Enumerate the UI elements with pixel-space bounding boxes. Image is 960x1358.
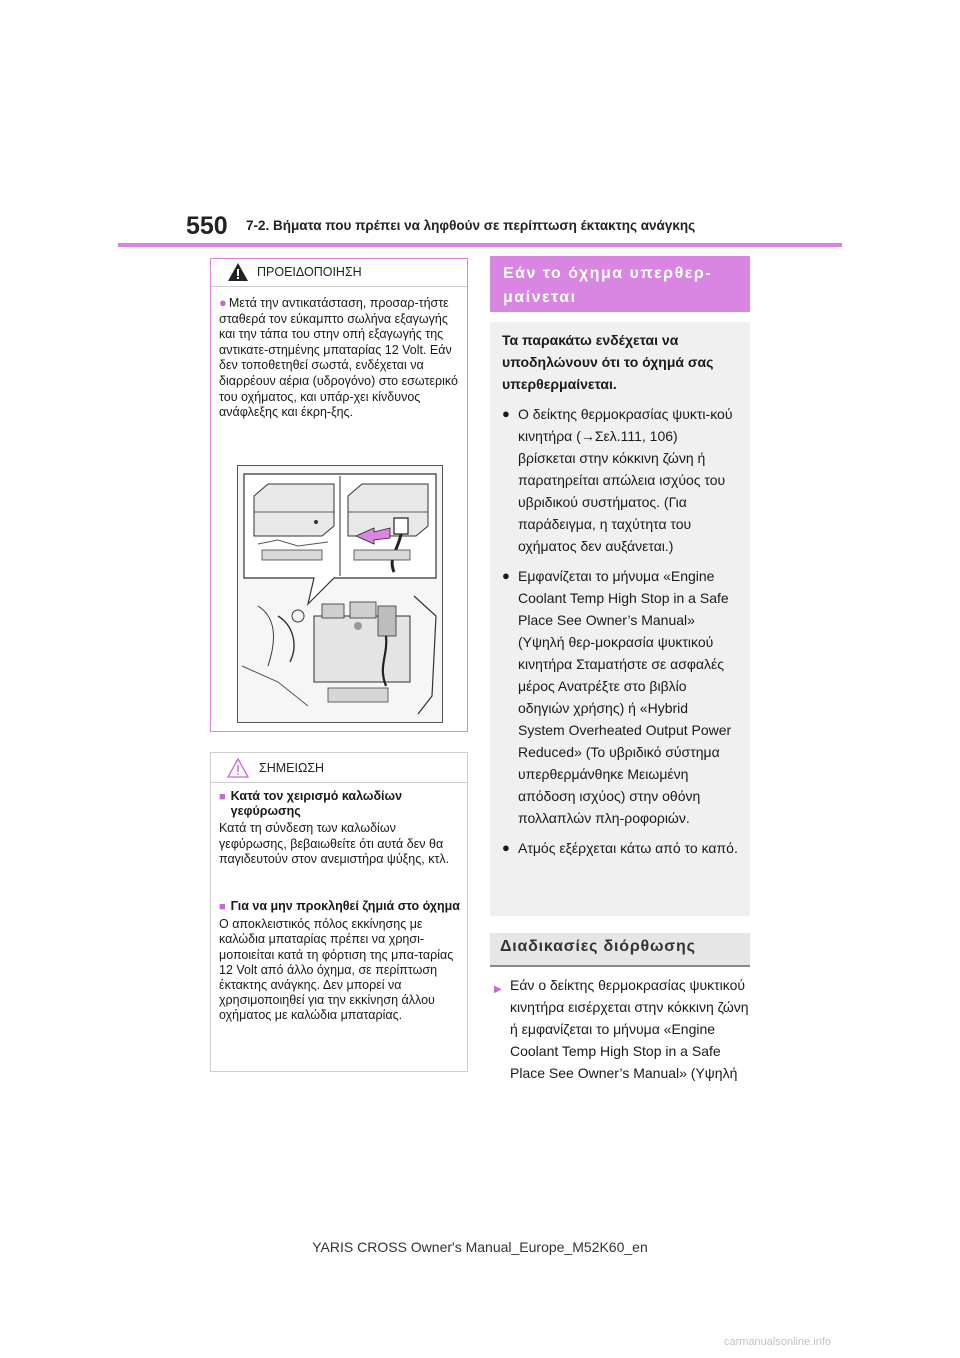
procedure-step — [494, 974, 750, 1084]
page-number: 550 — [186, 212, 228, 240]
note-section-prevent-damage — [219, 899, 465, 1024]
warning-title-row — [211, 259, 467, 287]
arrow-right-icon: ▶ — [494, 984, 502, 995]
header-divider — [118, 243, 842, 247]
list-item — [502, 837, 738, 859]
engine-compartment-drawing — [238, 466, 442, 722]
symptom-text: Εμφανίζεται το μήνυμα «Engine Coolant Temp High Stop in a Safe Place See Owner’s Manual» (Υψηλή θερ-μοκρασία ψυκτικού κινητήρα Σταματήστε σε ασφαλές μέρος Ανατρέξτε στο βιβλίο οδηγιών χρήσης) ή «Hybrid System Overheated Output Power Reduced» (Το υβριδικό σύστημα υπερθερμάνθηκε Μειωμένη απόδοση ισχύος) στην οθόνη πολλαπλών πλη-ροφοριών. — [518, 568, 732, 826]
warning-box — [210, 258, 468, 732]
bullet-dot-icon: ● — [502, 406, 510, 421]
procedure-step-text: Εάν ο δείκτης θερμοκρασίας ψυκτικού κινητήρα εισέρχεται στην κόκκινη ζώνη ή εμφανίζεται το μήνυμα «Engine Coolant Temp High Stop in a Safe Place See Owner’s Manual» (Υψηλή — [510, 977, 749, 1081]
note-title-row — [211, 753, 467, 783]
warning-text-block — [219, 295, 463, 421]
list-item — [502, 403, 738, 557]
warning-title: ΠΡΟΕΙΔΟΠΟΙΗΣΗ — [257, 265, 362, 279]
symptoms-intro: Τα παρακάτω ενδέχεται να υποδηλώνουν ότι το όχημά σας υπερθερμαίνεται. — [502, 332, 714, 392]
caution-triangle-icon — [227, 758, 249, 778]
bullet-dot-icon: ● — [502, 840, 510, 855]
note-heading — [219, 789, 465, 819]
warning-body: Μετά την αντικατάσταση, προσαρ-τήστε σταθερά τον εύκαμπτο σωλήνα εξαγωγής και την τάπα του στην οπή εξαγωγής της αντικατε-στημένης μπαταρίας 12 Volt. Εάν δεν τοποθετηθεί σωστά, ενδέχεται να διαρρέουν αέρια (υδρογόνο) στο εσωτερικό του οχήματος, και υπάρ-χει κίνδυνος ανάφλεξης και έκρη-ξης. — [219, 296, 458, 420]
symptom-text: Ο δείκτης θερμοκρασίας ψυκτι-κού κινητήρα (→Σελ.111, 106) βρίσκεται στην κόκκινη ζώνη ή παρατηρείται απώλεια ισχύος του υβριδικού συστήματος. (Για παράδειγμα, η ταχύτητα του οχήματος δεν αυξάνεται.) — [518, 406, 733, 554]
battery-vent-hose-illustration — [237, 465, 443, 723]
banner-line-2: μαίνεται — [503, 289, 577, 306]
square-bullet-icon: ■ — [219, 791, 226, 803]
symptom-text: Ατμός εξέρχεται κάτω από το καπό. — [518, 840, 738, 856]
list-item — [502, 565, 738, 829]
note-body: Κατά τη σύνδεση των καλωδίων γεφύρωσης, βεβαιωθείτε ότι αυτά δεν θα παγιδευτούν στον ανεμιστήρα ψύξης, κτλ. — [219, 821, 450, 866]
overheat-symptoms-box — [490, 322, 750, 916]
procedures-heading: Διαδικασίες διόρθωσης — [490, 933, 750, 967]
warning-triangle-icon — [227, 262, 249, 282]
square-bullet-icon: ■ — [219, 901, 226, 913]
warning-bullet: ● — [219, 295, 227, 310]
overheat-section-banner — [490, 256, 750, 312]
bullet-dot-icon: ● — [502, 568, 510, 583]
note-body: Ο αποκλειστικός πόλος εκκίνησης με καλώδια μπαταρίας πρέπει να χρησι-μοποιείται κατά τη φόρτιση της μπα-ταρίας 12 Volt από άλλο όχημα, σε περίπτωση έκτακτης ανάγκης. Δεν μπορεί να χρησιμοποιηθεί για την εκκίνηση άλλου οχήματος με καλώδια μπαταρίας. — [219, 917, 454, 1023]
note-heading — [219, 899, 465, 915]
section-heading: 7-2. Βήματα που πρέπει να ληφθούν σε περίπτωση έκτακτης ανάγκης — [246, 218, 696, 233]
watermark: carmanualsonline.info — [724, 1336, 832, 1348]
banner-line-1: Εάν το όχημα υπερθερ- — [503, 265, 713, 282]
manual-footer: YARIS CROSS Owner's Manual_Europe_M52K60_en — [312, 1239, 648, 1255]
note-box — [210, 752, 468, 1072]
note-title: ΣΗΜΕΙΩΣΗ — [259, 761, 325, 775]
note-heading-text: Κατά τον χειρισμό καλωδίων γεφύρωσης — [230, 789, 403, 819]
note-section-jumper-cables — [219, 789, 465, 867]
note-heading-text: Για να μην προκληθεί ζημιά στο όχημα — [230, 899, 460, 913]
